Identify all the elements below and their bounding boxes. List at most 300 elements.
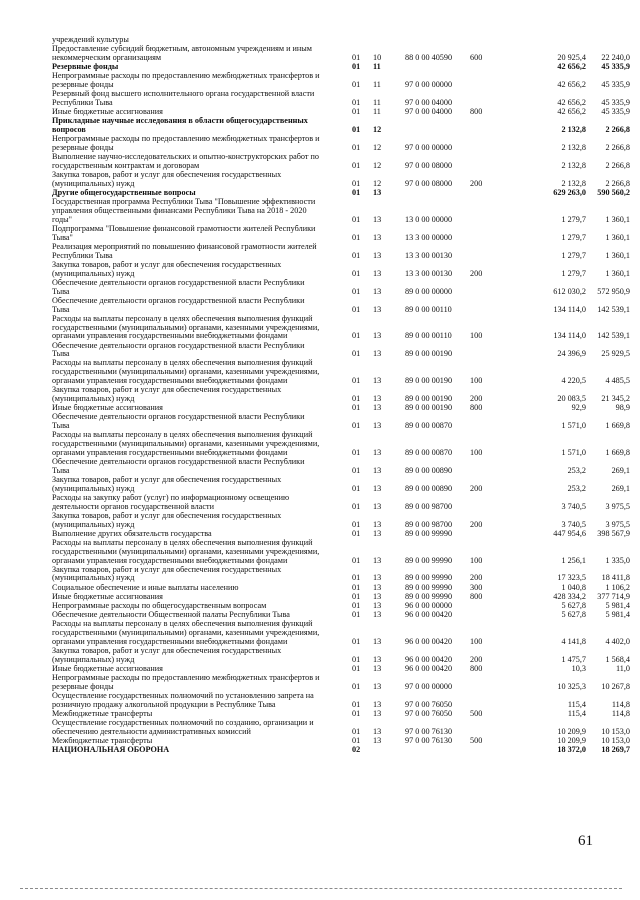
amount-year-1: 1 279,7 — [561, 268, 586, 278]
section-code: 01 — [352, 421, 361, 431]
subsection-code: 13 — [373, 286, 382, 296]
row-name-line: (муниципальных) нужд — [52, 269, 135, 278]
row-name-line: Расходы на закупку работ (услуг) по информационному освещению — [52, 493, 290, 502]
row-name-line: государственными (муниципальными) органами, казенными учреждениями, — [52, 368, 320, 377]
amount-year-2: 45 335,9 — [601, 107, 630, 117]
subsection-code: 13 — [373, 465, 382, 475]
target-article-code: 89 0 00 00110 — [405, 331, 452, 341]
expense-type-code: 500 — [470, 736, 483, 746]
row-name-line: Расходы на выплаты персоналу в целях обеспечения выполнения функций — [52, 359, 313, 368]
row-name-line: (муниципальных) нужд — [52, 574, 135, 583]
section-code: 01 — [352, 654, 361, 664]
row-name — [52, 297, 342, 315]
row-name-line: управления общественными финансами Республики Тыва на 2018 - 2020 — [52, 207, 307, 216]
target-article-code: 13 0 00 00000 — [405, 214, 453, 224]
target-article-code: 96 0 00 00420 — [405, 663, 453, 673]
target-article-code: 97 0 00 00000 — [405, 681, 453, 691]
amount-year-2: 269,1 — [611, 465, 630, 475]
amount-year-1: 2 132,8 — [561, 178, 586, 188]
row-name — [52, 674, 342, 692]
amount-year-2: 2 266,8 — [605, 160, 630, 170]
section-code: 01 — [352, 286, 361, 296]
amount-year-2: 3 975,5 — [605, 519, 630, 529]
amount-year-2: 269,1 — [611, 483, 630, 493]
row-name-line: Обеспечение деятельности Общественной палаты Республики Тыва — [52, 611, 290, 620]
target-article-code: 97 0 00 08000 — [405, 160, 453, 170]
row-name — [52, 593, 342, 602]
expense-type-code: 800 — [470, 107, 483, 117]
row-name-line: государственными (муниципальными) органами, казенными учреждениями, — [52, 323, 320, 332]
row-name-line: Тыва" — [52, 233, 73, 242]
subsection-code: 13 — [373, 573, 382, 583]
target-article-code: 96 0 00 00000 — [405, 600, 453, 610]
expense-type-code: 200 — [470, 393, 483, 403]
row-name-line: Тыва — [52, 305, 70, 314]
row-name — [52, 72, 342, 90]
amount-year-2: 2 266,8 — [605, 143, 630, 153]
expense-type-code: 100 — [470, 447, 483, 457]
amount-year-1: 18 372,0 — [557, 745, 586, 755]
amount-year-2: 114,8 — [611, 709, 630, 718]
subsection-code: 13 — [373, 376, 382, 386]
amount-year-1: 2 132,8 — [561, 125, 586, 135]
expense-type-code: 100 — [470, 555, 483, 565]
amount-year-1: 5 627,8 — [561, 600, 586, 610]
target-article-code: 89 0 00 99990 — [405, 555, 453, 565]
row-name — [52, 117, 342, 135]
amount-year-2: 1 360,1 — [605, 232, 630, 242]
amount-year-2: 11,0 — [615, 663, 630, 673]
page-number: 61 — [578, 833, 593, 849]
section-code: 01 — [352, 304, 361, 314]
expense-type-code: 500 — [470, 709, 483, 718]
target-article-code: 89 0 00 98700 — [405, 501, 453, 511]
amount-year-1: 134 114,0 — [553, 304, 586, 314]
section-code: 01 — [352, 519, 361, 529]
section-code: 01 — [352, 250, 361, 260]
row-name — [52, 719, 342, 737]
section-code: 01 — [352, 188, 361, 198]
row-name-line: Иные бюджетные ассигнования — [52, 108, 163, 117]
target-article-code: 89 0 00 99990 — [405, 573, 453, 583]
amount-year-1: 1 279,7 — [561, 250, 586, 260]
row-name — [52, 665, 342, 674]
amount-year-1: 1 571,0 — [561, 421, 586, 431]
row-name-line: Резервные фонды — [52, 63, 119, 72]
amount-year-2: 572 950,9 — [597, 286, 630, 296]
section-code: 01 — [352, 125, 361, 135]
amount-year-2: 21 345,2 — [601, 393, 630, 403]
section-code: 01 — [352, 52, 361, 62]
row-name-line: Резервный фонд высшего исполнительного органа государственной власти — [52, 90, 315, 99]
target-article-code: 97 0 00 00000 — [405, 143, 453, 153]
row-name-line: государственным контрактам и договорам — [52, 161, 200, 170]
row-name-line: Закупка товаров, работ и услуг для обеспечения государственных — [52, 647, 282, 655]
subsection-code: 13 — [373, 709, 382, 718]
section-code: 01 — [352, 232, 361, 242]
amount-year-2: 3 975,5 — [605, 501, 630, 511]
amount-year-1: 1 279,7 — [561, 232, 586, 242]
row-name-line: Социальное обеспечение и иные выплаты населению — [52, 583, 239, 592]
row-name-line: Расходы на выплаты персоналу в целях обеспечения выполнения функций — [52, 538, 313, 547]
subsection-code: 13 — [373, 636, 382, 646]
amount-year-2: 1 106,2 — [605, 582, 630, 592]
amount-year-2: 1 669,8 — [605, 447, 630, 457]
section-code: 01 — [352, 214, 361, 224]
row-name-line: Расходы на выплаты персоналу в целях обеспечения выполнения функций — [52, 314, 313, 323]
target-article-code: 89 0 00 00890 — [405, 465, 453, 475]
row-name — [52, 225, 342, 243]
row-name-line: Непрограммные расходы по общегосударственным вопросам — [52, 601, 267, 610]
row-name-line: Закупка товаров, работ и услуг для обеспечения государственных — [52, 475, 282, 484]
section-code: 01 — [352, 376, 361, 386]
row-name-line: (муниципальных) нужд — [52, 484, 135, 493]
row-name-line: Расходы на выплаты персоналу в целях обеспечения выполнения функций — [52, 431, 313, 440]
subsection-code: 13 — [373, 403, 382, 413]
row-name — [52, 261, 342, 279]
row-name — [52, 404, 342, 413]
amount-year-2: 45 335,9 — [601, 97, 630, 107]
section-code: 01 — [352, 107, 361, 117]
row-name-line: Непрограммные расходы по предоставлению межбюджетных трансфертов и — [52, 674, 320, 683]
target-article-code: 89 0 00 00890 — [405, 483, 453, 493]
row-name — [52, 530, 342, 539]
row-name-line: Осуществление государственных полномочий по установлению запрета на — [52, 692, 314, 701]
row-name-line: Тыва — [52, 350, 70, 359]
section-code: 01 — [352, 403, 361, 413]
row-name — [52, 512, 342, 530]
section-code: 01 — [352, 447, 361, 457]
amount-year-2: 45 335,9 — [601, 62, 630, 72]
row-name-line: (муниципальных) нужд — [52, 655, 135, 664]
amount-year-1: 4 141,8 — [561, 636, 586, 646]
amount-year-1: 42 656,2 — [557, 97, 586, 107]
row-name-line: Закупка товаров, работ и услуг для обеспечения государственных — [52, 386, 282, 395]
subsection-code: 10 — [373, 52, 382, 62]
row-name-line: Межбюджетные трансферты — [52, 737, 153, 746]
amount-year-2: 398 567,9 — [597, 528, 630, 538]
target-article-code: 13 3 00 00130 — [405, 250, 453, 260]
row-name-line: Межбюджетные трансферты — [52, 710, 153, 718]
subsection-code: 12 — [373, 160, 382, 170]
section-code: 01 — [352, 80, 361, 90]
target-article-code: 89 0 00 99990 — [405, 582, 453, 592]
expense-type-code: 200 — [470, 519, 483, 529]
row-name-line: Выполнение научно-исследовательских и опытно-конструкторских работ по — [52, 153, 320, 162]
row-name-line: резервные фонды — [52, 81, 114, 90]
row-name — [52, 413, 342, 431]
row-name-line: Обеспечение деятельности органов государственной власти Республики — [52, 413, 305, 422]
row-name — [52, 710, 342, 719]
amount-year-2: 18 411,8 — [601, 573, 630, 583]
row-name-line: Государственная программа Республики Тыва "Повышение эффективности — [52, 198, 316, 207]
row-name — [52, 90, 342, 108]
row-name — [52, 315, 342, 341]
expense-type-code: 300 — [470, 582, 483, 592]
amount-year-1: 10,3 — [571, 663, 586, 673]
amount-year-2: 5 981,4 — [605, 610, 630, 620]
amount-year-1: 2 132,8 — [561, 143, 586, 153]
row-name-line: Обеспечение деятельности органов государственной власти Республики — [52, 278, 305, 287]
amount-year-1: 428 334,2 — [553, 591, 586, 601]
target-article-code: 13 3 00 00000 — [405, 232, 453, 242]
row-name — [52, 36, 342, 45]
section-code: 01 — [352, 331, 361, 341]
row-name — [52, 171, 342, 189]
subsection-code: 13 — [373, 663, 382, 673]
subsection-code: 11 — [373, 80, 381, 90]
amount-year-2: 10 267,8 — [601, 681, 630, 691]
amount-year-1: 629 263,0 — [553, 188, 586, 198]
subsection-code: 13 — [373, 501, 382, 511]
row-name-line: государственными (муниципальными) органами, казенными учреждениями, — [52, 440, 320, 449]
row-name-line: резервные фонды — [52, 682, 114, 691]
section-code: 01 — [352, 62, 361, 72]
amount-year-1: 42 656,2 — [557, 62, 586, 72]
section-code: 01 — [352, 465, 361, 475]
subsection-code: 13 — [373, 304, 382, 314]
amount-year-1: 253,2 — [567, 465, 586, 475]
section-code: 02 — [352, 745, 361, 755]
amount-year-1: 3 740,5 — [561, 501, 586, 511]
subsection-code: 13 — [373, 736, 382, 746]
row-name-line: Предоставление субсидий бюджетным, автономным учреждениям и иным — [52, 45, 312, 54]
section-code: 01 — [352, 393, 361, 403]
subsection-code: 13 — [373, 250, 382, 260]
target-article-code: 96 0 00 00420 — [405, 654, 453, 664]
amount-year-2: 114,8 — [611, 699, 630, 709]
target-article-code: 97 0 00 00000 — [405, 80, 453, 90]
target-article-code: 89 0 00 99990 — [405, 591, 453, 601]
row-name — [52, 602, 342, 611]
row-name-line: (муниципальных) нужд — [52, 394, 135, 403]
subsection-code: 13 — [373, 610, 382, 620]
amount-year-2: 1 568,4 — [605, 654, 630, 664]
row-name — [52, 45, 342, 63]
row-name-line: Другие общегосударственные вопросы — [52, 189, 196, 198]
target-article-code: 96 0 00 00420 — [405, 636, 453, 646]
amount-year-2: 590 560,2 — [597, 188, 630, 198]
section-code: 01 — [352, 555, 361, 565]
amount-year-1: 20 083,5 — [557, 393, 586, 403]
subsection-code: 13 — [373, 654, 382, 664]
section-code: 01 — [352, 663, 361, 673]
section-code: 01 — [352, 528, 361, 538]
subsection-code: 13 — [373, 582, 382, 592]
target-article-code: 89 0 00 00190 — [405, 393, 453, 403]
row-name — [52, 476, 342, 494]
amount-year-1: 42 656,2 — [557, 107, 586, 117]
row-name-line: органами управления государственными внебюджетными фондами — [52, 448, 288, 457]
amount-year-1: 612 030,2 — [553, 286, 586, 296]
target-article-code: 97 0 00 76130 — [405, 736, 453, 746]
row-name — [52, 198, 342, 224]
row-name-line: учреждений культуры — [52, 36, 129, 44]
section-code: 01 — [352, 483, 361, 493]
row-name-line: вопросов — [52, 126, 86, 135]
amount-year-1: 92,9 — [571, 403, 586, 413]
section-code: 01 — [352, 501, 361, 511]
row-name — [52, 494, 342, 512]
target-article-code: 89 0 00 98700 — [405, 519, 453, 529]
section-code: 01 — [352, 726, 361, 736]
section-code: 01 — [352, 709, 361, 718]
section-code: 01 — [352, 736, 361, 746]
row-name-line: годы" — [52, 215, 73, 224]
expense-type-code: 800 — [470, 663, 483, 673]
row-name-line: Расходы на выплаты персоналу в целях обеспечения выполнения функций — [52, 620, 313, 629]
section-code: 01 — [352, 143, 361, 153]
amount-year-1: 447 954,6 — [553, 528, 586, 538]
row-name-line: Обеспечение деятельности органов государственной власти Республики — [52, 296, 305, 305]
row-name — [52, 279, 342, 297]
expense-type-code: 200 — [470, 483, 483, 493]
amount-year-1: 10 209,9 — [557, 726, 586, 736]
subsection-code: 13 — [373, 519, 382, 529]
expense-type-code: 100 — [470, 636, 483, 646]
amount-year-1: 1 040,8 — [561, 582, 586, 592]
row-name-line: обеспечению деятельности административных комиссий — [52, 727, 251, 736]
amount-year-1: 115,4 — [567, 699, 586, 709]
amount-year-1: 1 571,0 — [561, 447, 586, 457]
row-name-line: органами управления государственными внебюджетными фондами — [52, 332, 288, 341]
row-name-line: Непрограммные расходы по предоставлению межбюджетных трансфертов и — [52, 72, 320, 81]
target-article-code: 97 0 00 04000 — [405, 97, 453, 107]
row-name-line: Закупка товаров, работ и услуг для обеспечения государственных — [52, 171, 282, 180]
subsection-code: 13 — [373, 214, 382, 224]
subsection-code: 13 — [373, 591, 382, 601]
subsection-code: 13 — [373, 681, 382, 691]
amount-year-1: 115,4 — [567, 709, 586, 718]
section-code: 01 — [352, 582, 361, 592]
row-name-line: Тыва — [52, 466, 70, 475]
section-code: 01 — [352, 160, 361, 170]
subsection-code: 13 — [373, 349, 382, 359]
row-name-line: органами управления государственными внебюджетными фондами — [52, 637, 288, 646]
target-article-code: 89 0 00 00190 — [405, 376, 453, 386]
row-name-line: Закупка товаров, работ и услуг для обеспечения государственных — [52, 260, 282, 269]
row-name-line: НАЦИОНАЛЬНАЯ ОБОРОНА — [52, 746, 170, 755]
expense-type-code: 200 — [470, 573, 483, 583]
amount-year-2: 10 153,0 — [601, 736, 630, 746]
target-article-code: 89 0 00 00110 — [405, 304, 452, 314]
row-name-line: государственными (муниципальными) органами, казенными учреждениями, — [52, 629, 320, 638]
target-article-code: 89 0 00 00000 — [405, 286, 453, 296]
row-name-line: Реализация мероприятий по повышению финансовой грамотности жителей — [52, 242, 317, 251]
row-name — [52, 135, 342, 153]
section-code: 01 — [352, 600, 361, 610]
amount-year-2: 1 360,1 — [605, 250, 630, 260]
target-article-code: 97 0 00 04000 — [405, 107, 453, 117]
amount-year-1: 4 220,5 — [561, 376, 586, 386]
row-name-line: Прикладные научные исследования в области общегосударственных — [52, 117, 308, 126]
row-name-line: органами управления государственными внебюджетными фондами — [52, 556, 288, 565]
row-name — [52, 458, 342, 476]
subsection-code: 13 — [373, 555, 382, 565]
amount-year-1: 253,2 — [567, 483, 586, 493]
expense-type-code: 200 — [470, 178, 483, 188]
target-article-code: 97 0 00 76130 — [405, 726, 453, 736]
section-code: 01 — [352, 573, 361, 583]
amount-year-1: 17 323,5 — [557, 573, 586, 583]
amount-year-1: 24 396,9 — [557, 349, 586, 359]
target-article-code: 97 0 00 76050 — [405, 699, 453, 709]
row-name — [52, 746, 342, 755]
subsection-code: 11 — [373, 97, 381, 107]
amount-year-1: 20 925,4 — [557, 52, 586, 62]
subsection-code: 11 — [373, 62, 381, 72]
row-name — [52, 153, 342, 171]
subsection-code: 13 — [373, 600, 382, 610]
row-name-line: Иные бюджетные ассигнования — [52, 404, 163, 413]
amount-year-1: 134 114,0 — [553, 331, 586, 341]
row-name — [52, 611, 342, 620]
amount-year-2: 18 269,7 — [601, 745, 630, 755]
subsection-code: 13 — [373, 232, 382, 242]
expense-type-code: 200 — [470, 654, 483, 664]
amount-year-1: 10 325,3 — [557, 681, 586, 691]
subsection-code: 11 — [373, 107, 381, 117]
row-name-line: Республики Тыва — [52, 251, 113, 260]
expense-type-code: 800 — [470, 403, 483, 413]
row-name-line: Обеспечение деятельности органов государственной власти Республики — [52, 341, 305, 350]
row-name — [52, 539, 342, 565]
amount-year-1: 42 656,2 — [557, 80, 586, 90]
row-name-line: Выполнение других обязательств государства — [52, 529, 212, 538]
section-code: 01 — [352, 178, 361, 188]
section-code: 01 — [352, 97, 361, 107]
target-article-code: 88 0 00 40590 — [405, 52, 453, 62]
amount-year-2: 5 981,4 — [605, 600, 630, 610]
subsection-code: 13 — [373, 421, 382, 431]
amount-year-2: 4 485,5 — [605, 376, 630, 386]
section-code: 01 — [352, 268, 361, 278]
expense-type-code: 100 — [470, 376, 483, 386]
row-name-line: (муниципальных) нужд — [52, 179, 135, 188]
subsection-code: 13 — [373, 393, 382, 403]
target-article-code: 97 0 00 76050 — [405, 709, 453, 718]
row-name — [52, 359, 342, 385]
amount-year-2: 45 335,9 — [601, 80, 630, 90]
target-article-code: 89 0 00 00870 — [405, 421, 453, 431]
target-article-code: 89 0 00 99990 — [405, 528, 453, 538]
row-name-line: Закупка товаров, работ и услуг для обеспечения государственных — [52, 511, 282, 520]
row-name-line: государственными (муниципальными) органами, казенными учреждениями, — [52, 547, 320, 556]
row-name-line: Закупка товаров, работ и услуг для обеспечения государственных — [52, 565, 282, 574]
row-name — [52, 737, 342, 746]
row-name — [52, 108, 342, 117]
row-name-line: Иные бюджетные ассигнования — [52, 592, 163, 601]
row-name — [52, 692, 342, 710]
section-code: 01 — [352, 610, 361, 620]
subsection-code: 13 — [373, 528, 382, 538]
row-name — [52, 342, 342, 360]
amount-year-2: 2 266,8 — [605, 125, 630, 135]
row-name — [52, 386, 342, 404]
section-code: 01 — [352, 349, 361, 359]
amount-year-2: 22 240,0 — [601, 52, 630, 62]
row-name-line: Тыва — [52, 422, 70, 431]
subsection-code: 12 — [373, 178, 382, 188]
target-article-code: 89 0 00 00870 — [405, 447, 453, 457]
amount-year-2: 1 360,1 — [605, 268, 630, 278]
amount-year-1: 1 279,7 — [561, 214, 586, 224]
amount-year-1: 1 256,1 — [561, 555, 586, 565]
row-name-line: Непрограммные расходы по предоставлению межбюджетных трансфертов и — [52, 135, 320, 144]
target-article-code: 89 0 00 00190 — [405, 349, 453, 359]
target-article-code: 89 0 00 00190 — [405, 403, 453, 413]
row-name-line: органами управления государственными внебюджетными фондами — [52, 377, 288, 386]
